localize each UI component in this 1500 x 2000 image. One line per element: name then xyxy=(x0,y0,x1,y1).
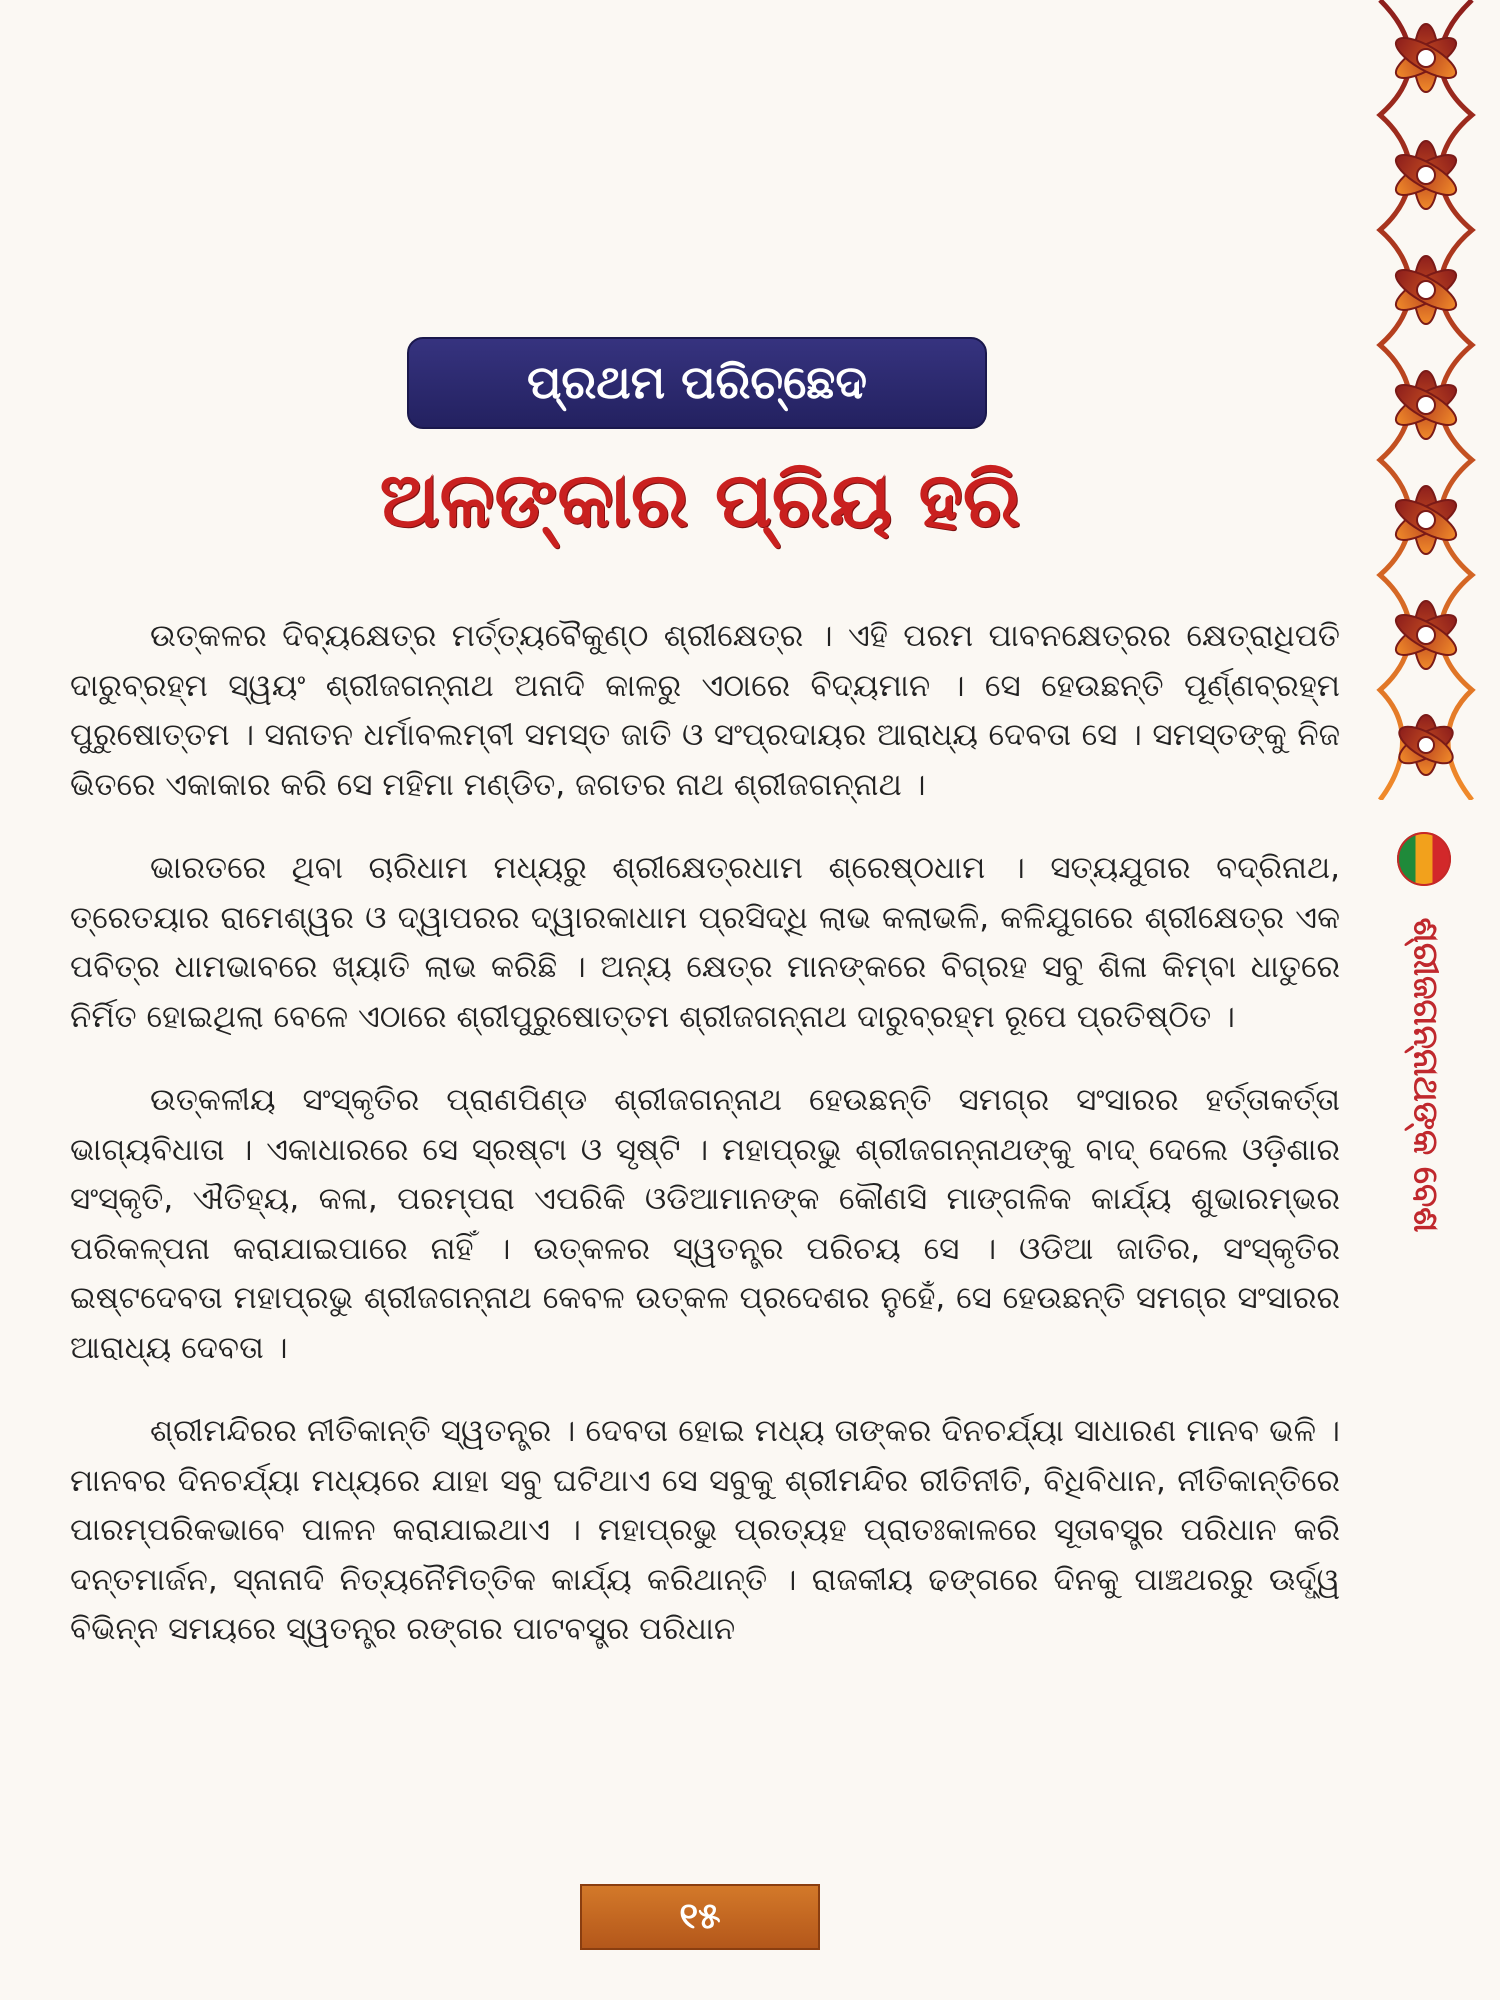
paragraph: ଭାରତରେ ଥିବା ଚାରିଧାମ ମଧ୍ୟରୁ ଶ୍ରୀକ୍ଷେତ୍ରଧାମ ଶ୍ରେଷ୍ଠଧାମ । ସତ୍ୟଯୁଗର ବଦ୍ରିନାଥ, ତ୍ରେତୟାର ରାମେଶ୍ୱର ଓ ଦ୍ୱାପରର ଦ୍ୱାରକାଧାମ ପ୍ରସିଦ୍ଧି ଲାଭ କଲାଭଳି, କଳିଯୁଗରେ ଶ୍ରୀକ୍ଷେତ୍ର ଏକ ପବିତ୍ର ଧାମଭାବରେ ଖ୍ୟାତି ଲାଭ କରିଛି । ଅନ୍ୟ କ୍ଷେତ୍ର ମାନଙ୍କରେ ବିଗ୍ରହ ସବୁ ଶିଳା କିମ୍ବା ଧାତୁରେ ନିର୍ମିତ ହୋଇଥିଲା ବେଳେ ଏଠାରେ ଶ୍ରୀପୁରୁଷୋତ୍ତମ ଶ୍ରୀଜଗନ୍ନାଥ ଦାରୁବ୍ରହ୍ମ ରୂପେ ପ୍ରତିଷ୍ଠିତ । xyxy=(70,850,1340,1035)
running-header-text: ଶ୍ରୀଜଗନ୍ନାଥଙ୍କ ବେଶ xyxy=(1405,917,1446,1233)
chapter-label-box xyxy=(407,337,987,429)
chapter-title: ଅଳଙ୍କାର ପ୍ରିୟ ହରି xyxy=(379,455,1021,544)
chapter-label: ପ୍ରଥମ ପରିଚ୍ଛେଦ xyxy=(527,355,867,409)
paragraph: ଶ୍ରୀମନ୍ଦିରର ନୀତିକାନ୍ତି ସ୍ୱତନ୍ତ୍ର । ଦେବତା ହୋଇ ମଧ୍ୟ ତାଙ୍କର ଦିନଚର୍ଯ୍ୟା ସାଧାରଣ ମାନବ ଭଳି । ମାନବର ଦିନଚର୍ଯ୍ୟା ମଧ୍ୟରେ ଯାହା ସବୁ ଘଟିଥାଏ ସେ ସବୁକୁ ଶ୍ରୀମନ୍ଦିର ରୀତିନୀତି, ବିଧିବିଧାନ, ନୀତିକାନ୍ତିରେ ପାରମ୍ପରିକଭାବେ ପାଳନ କରାଯାଇଥାଏ । ମହାପ୍ରଭୁ ପ୍ରତ୍ୟହ ପ୍ରାତଃକାଳରେ ସୂତାବସ୍ତ୍ର ପରିଧାନ କରି ଦନ୍ତମାର୍ଜନ, ସ୍ନାନାଦି ନିତ୍ୟନୈମିତ୍ତିକ କାର୍ଯ୍ୟ କରିଥାନ୍ତି । ରାଜକୀୟ ଢଙ୍ଗରେ ଦିନକୁ ପାଞ୍ଚଥରରୁ ଊର୍ଦ୍ଧ୍ୱ ବିଭିନ୍ନ ସମୟରେ ସ୍ୱତନ୍ତ୍ର ରଙ୍ଗର ପାଟବସ୍ତ୍ର ପରିଧାନ xyxy=(70,1413,1340,1647)
body-text xyxy=(70,612,1340,1689)
paragraph: ଉତ୍କଳର ଦିବ୍ୟକ୍ଷେତ୍ର ମର୍ତ୍ତ୍ୟବୈକୁଣ୍ଠ ଶ୍ରୀକ୍ଷେତ୍ର । ଏହି ପରମ ପାବନକ୍ଷେତ୍ରର କ୍ଷେତ୍ରାଧିପତି ଦାରୁବ୍ରହ୍ମ ସ୍ୱୟଂ ଶ୍ରୀଜଗନ୍ନାଥ ଅନାଦି କାଳରୁ ଏଠାରେ ବିଦ୍ୟମାନ । ସେ ହେଉଛନ୍ତି ପୂର୍ଣ୍ଣବ୍ରହ୍ମ ପୁରୁଷୋତ୍ତମ । ସନାତନ ଧର୍ମାବଲମ୍ବୀ ସମସ୍ତ ଜାତି ଓ ସଂପ୍ରଦାୟର ଆରାଧ୍ୟ ଦେବତା ସେ । ସମସ୍ତଙ୍କୁ ନିଜ ଭିତରେ ଏକାକାର କରି ସେ ମହିମା ମଣ୍ଡିତ, ଜଗତର ନାଥ ଶ୍ରୀଜଗନ୍ନାଥ । xyxy=(70,618,1340,803)
color-tab-marker xyxy=(1397,832,1451,886)
paragraph: ଉତ୍କଳୀୟ ସଂସ୍କୃତିର ପ୍ରାଣପିଣ୍ଡ ଶ୍ରୀଜଗନ୍ନାଥ ହେଉଛନ୍ତି ସମଗ୍ର ସଂସାରର ହର୍ତ୍ତାକର୍ତ୍ତା ଭାଗ୍ୟବିଧାତା । ଏକାଧାରରେ ସେ ସ୍ରଷ୍ଟା ଓ ସୃଷ୍ଟି । ମହାପ୍ରଭୁ ଶ୍ରୀଜଗନ୍ନାଥଙ୍କୁ ବାଦ୍ ଦେଲେ ଓଡ଼ିଶାର ସଂସ୍କୃତି, ଐତିହ୍ୟ, କଳା, ପରମ୍ପରା ଏପରିକି ଓଡିଆମାନଙ୍କ କୌଣସି ମାଙ୍ଗଳିକ କାର୍ଯ୍ୟ ଶୁଭାରମ୍ଭର ପରିକଳ୍ପନା କରାଯାଇପାରେ ନାହିଁ । ଉତ୍କଳର ସ୍ୱତନ୍ତ୍ର ପରିଚୟ ସେ । ଓଡିଆ ଜାତିର, ସଂସ୍କୃତିର ଇଷ୍ଟଦେବତା ମହାପ୍ରଭୁ ଶ୍ରୀଜଗନ୍ନାଥ କେବଳ ଉତ୍କଳ ପ୍ରଦେଶର ନୁହେଁ, ସେ ହେଉଛନ୍ତି ସମଗ୍ର ସଂସାରର ଆରାଧ୍ୟ ଦେବତା । xyxy=(70,1082,1340,1366)
running-header xyxy=(1395,910,1455,1240)
floral-border xyxy=(1360,0,1500,800)
page-number-tab xyxy=(580,1884,820,1950)
page-number: ୧୫ xyxy=(679,1896,721,1937)
